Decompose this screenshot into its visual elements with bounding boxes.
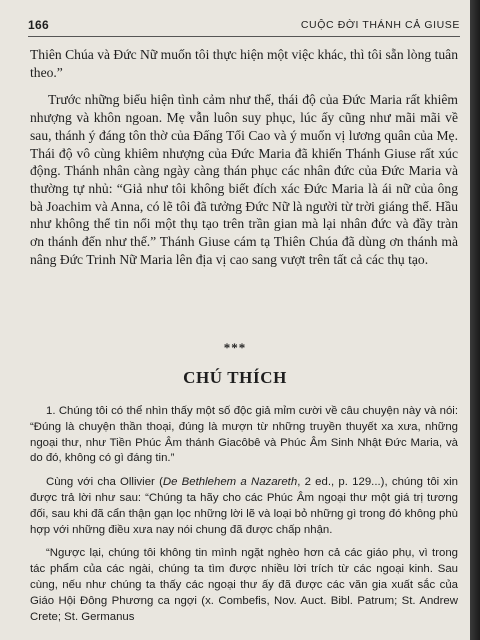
- note-paragraph-1: 1. Chúng tôi có thể nhìn thấy một số độc giả mỉm cười về câu chuyện này và nói: “Đúng là chuyện thần thoại, đúng là mượn từ những truyền thuyết xa xưa, những ngoại thư, như Tiền Phúc Âm thánh Giacôbê và Phúc Âm Sinh Nhật Đức Maria, và do đó, không có gì đáng tin.”: [30, 405, 458, 465]
- page-number: 166: [28, 18, 49, 32]
- page-header: [28, 18, 460, 36]
- body-text: [30, 46, 458, 268]
- notes: [30, 404, 458, 625]
- running-head: CUỘC ĐỜI THÁNH CẢ GIUSE: [300, 19, 460, 31]
- body-paragraph-1: Thiên Chúa và Đức Nữ muốn tôi thực hiện một việc khác, thì tôi sẵn lòng tuân theo.”: [30, 47, 458, 80]
- body-paragraph-2: Trước những biểu hiện tình cảm như thế, thái độ của Đức Maria rất khiêm nhượng và khôn ngoan. Mẹ vẫn luôn suy phục, lúc ấy cũng như mãi mãi về sau, thánh ý đáng tôn thờ của Đấng Tối Cao và ý muốn vị lương quân của Mẹ. Thái độ vô cùng khiêm nhượng của Đức Maria đã khiến Thánh Giuse rất xúc động. Thánh nhân càng ngày càng thán phục các nhân đức của Đức Maria và thường tự nhủ: “Giả như tôi không biết đích xác Đức Maria là ái nữ của ông bà Joachim và Anna, có lẽ tôi đã tưởng Đức Nữ là người từ trời giáng thế. Hầu như không thể tin nổi một thụ tạo trên trần gian mà lại nhân đức và đầy tràn ơn thánh đến như thế.” Thánh Giuse cám tạ Thiên Chúa đã dùng ơn thánh mà nâng Đức Trinh Nữ Maria lên địa vị cao sang vượt trên tất cả các thụ tạo.: [30, 92, 458, 267]
- section-title: CHÚ THÍCH: [183, 368, 287, 387]
- section-separator: ***: [223, 340, 247, 355]
- note-2-text-a: Cùng với cha Ollivier (: [46, 476, 163, 489]
- header-rule: [28, 36, 460, 37]
- note-paragraph-2: [30, 475, 458, 538]
- note-paragraph-3: “Ngược lại, chúng tôi không tin mình ngặt nghèo hơn cả các giáo phụ, vì trong tác phẩm của các ngài, chúng ta tìm được nhiều lời trích từ các ngoại kinh. Sau cùng, nếu như chúng ta thấy các ngoại thư ấy đã được các văn gia xuất sắc của Giáo Hội Đông Phương ca ngợi (x. Combefis, Nov. Auct. Bibl. Patrum; St. Andrew Crete; St. Germanus: [30, 547, 458, 623]
- page-edge: [470, 0, 480, 640]
- book-title-italic: De Bethlehem a Nazareth: [162, 476, 298, 489]
- note-2-text-b: , 2 ed., p. 129...), chúng tôi xin được trả lời như sau: “Chúng ta hãy cho các Phúc Âm ngoại thư một giá trị tương đối, sau khi đã cẩn thận gạn lọc những lời lẽ và loại bỏ những gì trong đó không phù hợp với những điều xưa nay nói chung đã được chấp nhận.: [30, 476, 458, 536]
